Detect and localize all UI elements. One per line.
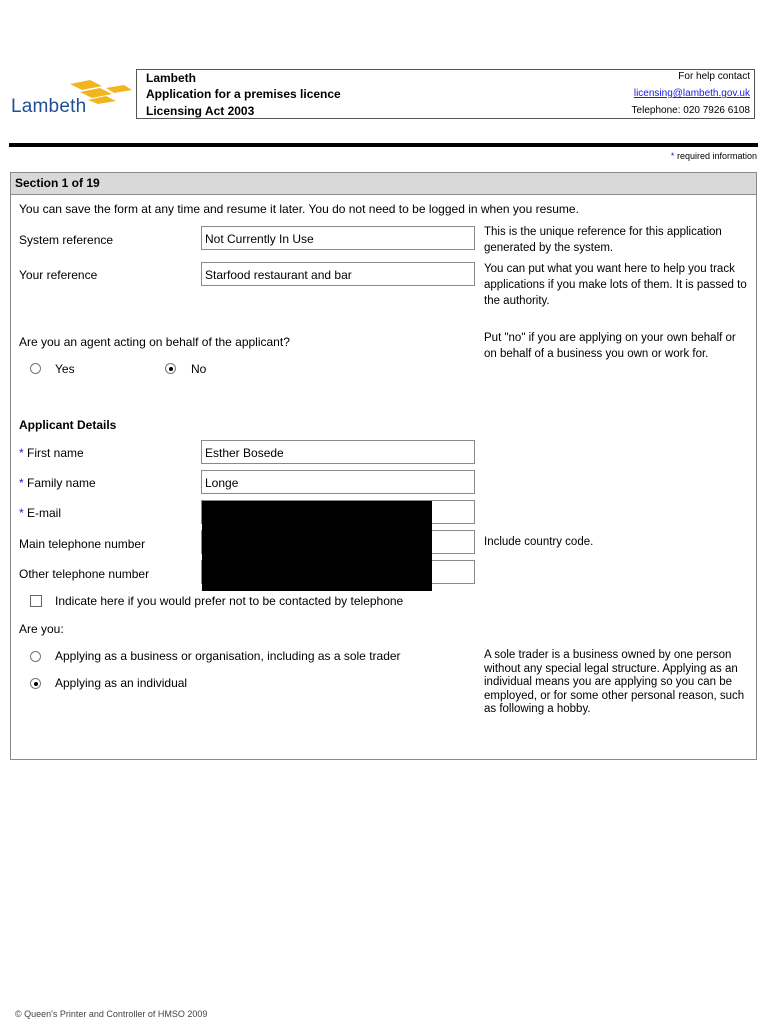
system-reference-help: This is the unique reference for this application generated by the system.: [484, 226, 722, 254]
help-label: For help contact: [678, 71, 750, 82]
section-title: Section 1 of 19: [15, 176, 100, 190]
agent-yes-radio[interactable]: [30, 363, 41, 374]
org-name: Lambeth: [146, 71, 197, 85]
no-phone-contact-checkbox[interactable]: [30, 595, 42, 607]
agent-yes-label: Yes: [55, 362, 75, 376]
individual-radio[interactable]: [30, 678, 41, 689]
agent-question-label: Are you an agent acting on behalf of the applicant?: [19, 335, 290, 349]
required-star: *: [19, 446, 24, 460]
first-name-field[interactable]: Esther Bosede: [201, 440, 475, 464]
email-label-text: E-mail: [27, 506, 62, 520]
are-you-help: A sole trader is a business owned by one person without any special legal structure. Applying as an individual means you are applying so you can be employed, or for some other personal reason, such as following a hobby.: [484, 649, 745, 715]
agent-no-radio[interactable]: [165, 363, 176, 374]
agent-question-help: Put "no" if you are applying on your own behalf or on behalf of a business you own or work for.: [484, 332, 736, 360]
business-radio[interactable]: [30, 651, 41, 662]
first-name-label-text: First name: [27, 446, 84, 460]
section-panel: [10, 172, 757, 760]
email-label: [19, 506, 61, 520]
system-reference-field[interactable]: Not Currently In Use: [201, 226, 475, 250]
family-name-label: [19, 476, 96, 490]
your-reference-field[interactable]: Starfood restaurant and bar: [201, 262, 475, 286]
help-email-link[interactable]: licensing@lambeth.gov.uk: [633, 88, 750, 99]
required-info-note: [671, 151, 757, 161]
system-reference-label: System reference: [19, 233, 114, 247]
main-phone-label: Main telephone number: [19, 537, 146, 551]
first-name-label: [19, 446, 84, 460]
required-star: *: [670, 151, 675, 161]
are-you-label: Are you:: [19, 622, 64, 636]
help-phone: Telephone: 020 7926 6108: [631, 105, 750, 116]
form-title: Application for a premises licence: [146, 87, 341, 101]
main-phone-help: Include country code.: [484, 536, 594, 548]
other-phone-label: Other telephone number: [19, 567, 150, 581]
family-name-field[interactable]: Longe: [201, 470, 475, 494]
copyright-footer: © Queen's Printer and Controller of HMSO 2009: [15, 1009, 208, 1019]
individual-option-label: Applying as an individual: [55, 676, 188, 690]
your-reference-help: You can put what you want here to help you track applications if you make lots of them. It is passed to the authority.: [484, 263, 747, 307]
logo-wordmark: Lambeth: [11, 96, 87, 117]
redaction-block: [202, 501, 432, 591]
family-name-label-text: Family name: [27, 476, 96, 490]
business-option-label: Applying as a business or organisation, including as a sole trader: [55, 649, 401, 663]
required-star: *: [19, 506, 24, 520]
required-info-text: required information: [676, 151, 757, 161]
applicant-details-heading: Applicant Details: [19, 418, 117, 432]
section-header: [11, 173, 756, 195]
required-star: *: [19, 476, 24, 490]
header-divider: [9, 143, 758, 147]
form-header: [136, 69, 755, 119]
your-reference-label: Your reference: [19, 268, 98, 282]
act-name: Licensing Act 2003: [146, 104, 255, 118]
agent-no-label: No: [191, 362, 207, 376]
section-intro: You can save the form at any time and resume it later. You do not need to be logged in when you resume.: [19, 202, 579, 216]
no-phone-contact-label: Indicate here if you would prefer not to be contacted by telephone: [55, 594, 404, 608]
